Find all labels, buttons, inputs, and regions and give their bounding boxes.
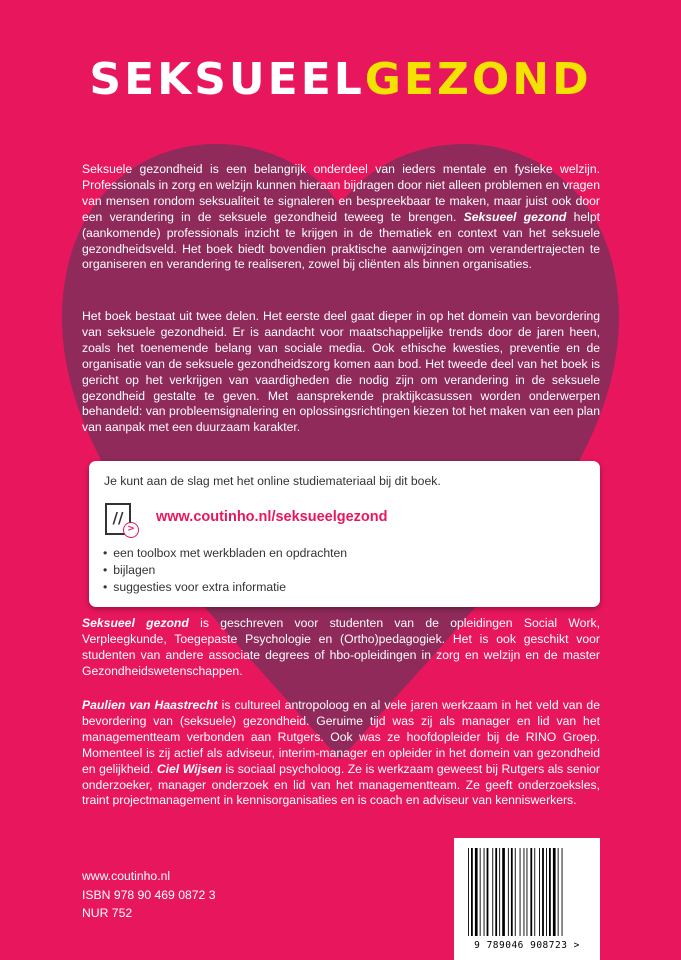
intro-paragraph-1 xyxy=(82,162,600,273)
rich-paragraph xyxy=(82,616,600,680)
study-material-link[interactable]: www.coutinho.nl/seksueelgezond xyxy=(156,509,388,525)
text-run: is sociaal psycholoog. Ze is werkzaam geweest bij Rutgers als senior onderzoeker, manager onderzoek en lid van het managementteam. Ze geeft onderzoeksles, traint projectmanagement in kennisorganisaties en is coach en adviseur van kenniswerkers. xyxy=(82,761,600,808)
online-study-icon xyxy=(105,503,135,535)
rich-paragraph xyxy=(82,309,600,436)
isbn-number: ISBN 978 90 469 0872 3 xyxy=(82,887,216,902)
text-run: Seksuele gezondheid is een belangrijk onderdeel van ieders mentale en fysieke welzijn. Professionals in zorg en welzijn kunnen hieraan bijdragen door niet alleen problemen en vragen van mensen rondom seksualiteit te signaleren en bespreekbaar te maken, maar juist ook door een verandering in de seksuele gezondheid teweeg te brengen. xyxy=(82,162,600,224)
isbn-barcode xyxy=(454,838,600,960)
text-run: is geschreven voor studenten van de opleidingen Social Work, Verpleegkunde, Toegepaste Psychologie en (Ortho)pedagogiek. Het is ook geschikt voor studenten van andere associate degrees of hbo-opleidingen in zorg en welzijn en de master Gezondheidswetenschappen. xyxy=(82,616,600,678)
online-material-intro: Je kunt aan de slag met het online studiemateriaal bij dit boek. xyxy=(104,474,441,488)
emphasis-text: Paulien van Haastrecht xyxy=(82,698,218,712)
rich-paragraph xyxy=(82,698,600,809)
intro-paragraph-2 xyxy=(82,309,600,436)
text-run: helpt (aankomende) professionals inzicht te krijgen in de thematiek en context van het seksuele gezondheidsveld. Het boek biedt bovendien praktische aanwijzingen om verandertrajecten te organiseren en verandering te realiseren, zowel bij cliënten als binnen organisaties. xyxy=(82,209,601,272)
list-item: • een toolbox met werkbladen en opdrachten xyxy=(103,545,347,562)
rich-paragraph xyxy=(82,162,600,273)
emphasis-text: Seksueel gezond xyxy=(463,209,567,224)
nur-code: NUR 752 xyxy=(82,906,133,920)
publication-info xyxy=(82,867,216,923)
online-material-box xyxy=(89,461,600,607)
book-title xyxy=(0,54,681,105)
barcode-number: 9 789046 908723 > xyxy=(474,940,580,951)
online-study-icon-label: // xyxy=(112,509,124,527)
audience-paragraph xyxy=(82,616,600,680)
text-run: is cultureel antropoloog en al vele jaren werkzaam in het veld van de bevordering van (seksuele) gezondheid. Geruime tijd was zij als manager en lid van het managementteam verbonden aan Rutgers. Ook was ze hoofdopleider bij de RINO Groep. Momenteel is zij actief als adviseur, interim-manager en opleider in het domein van gezondheid en gelijkheid. xyxy=(82,698,600,776)
authors-paragraph xyxy=(82,698,600,809)
title-part-seksueel: SEKSUEEL xyxy=(89,54,365,105)
title-part-gezond: GEZOND xyxy=(364,54,592,105)
list-item: • suggesties voor extra informatie xyxy=(103,579,347,596)
online-material-list xyxy=(103,545,347,596)
list-item: • bijlagen xyxy=(103,562,347,579)
emphasis-text: Seksueel gezond xyxy=(82,616,189,630)
arrow-right-icon: > xyxy=(123,522,139,538)
publisher-website[interactable]: www.coutinho.nl xyxy=(82,869,171,883)
text-run: Het boek bestaat uit twee delen. Het eerste deel gaat dieper in op het domein van bevordering van seksuele gezondheid. Er is aandacht voor maatschappelijke trends door de jaren heen, zoals het toenemende belang van sociale media. Ook ethische kwesties, preventie en de organisatie van de seksuele gezondheidszorg komen aan bod. Het tweede deel van het boek is gericht op het verkrijgen van vaardigheden die nodig zijn om verandering in de seksuele gezondheid gestalte te geven. Met aansprekende praktijkcasussen worden onderwerpen behandeld: van probleemsignalering en oplossingsrichtingen kiezen tot het maken van een plan van aanpak met een duurzaam karakter. xyxy=(82,309,600,435)
emphasis-text: Ciel Wijsen xyxy=(156,761,222,776)
barcode-bars xyxy=(466,848,590,936)
